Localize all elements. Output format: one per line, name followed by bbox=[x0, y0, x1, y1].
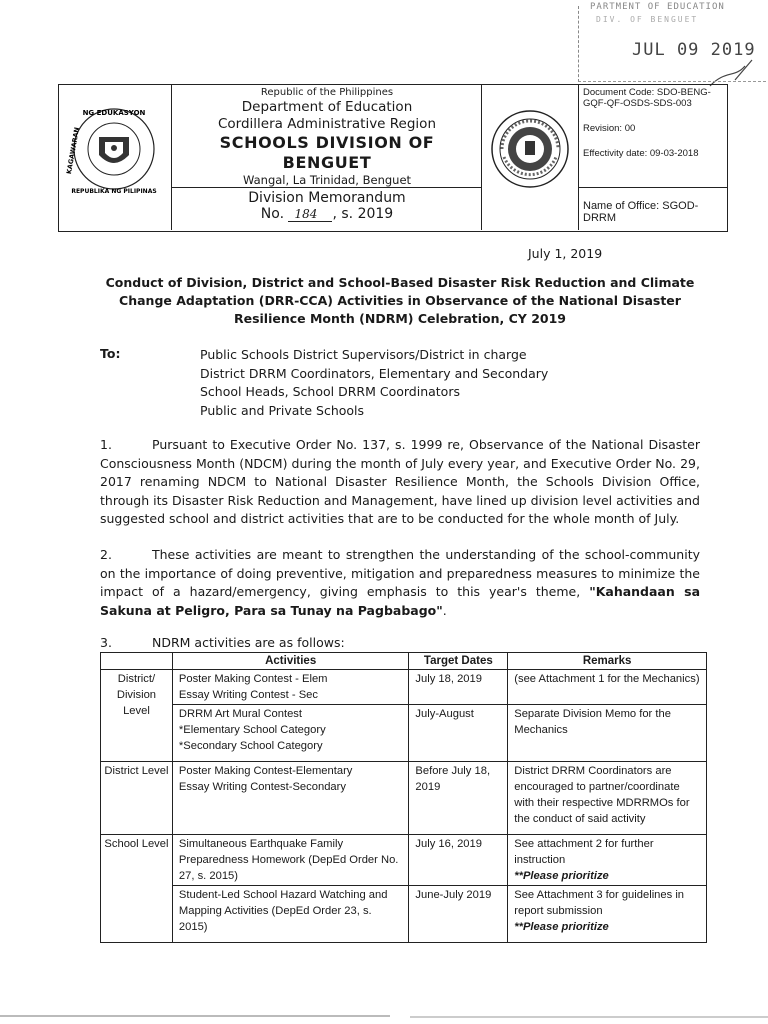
recipient: District DRRM Coordinators, Elementary and Secondary bbox=[200, 365, 549, 381]
activity-cell: Poster Making Contest-Elementary Essay Writing Contest-Secondary bbox=[172, 762, 409, 835]
memo-no-prefix: No. bbox=[260, 206, 285, 222]
table-row bbox=[101, 705, 707, 762]
page-bottom-rule bbox=[0, 1010, 768, 1024]
memo-date: July 1, 2019 bbox=[528, 246, 603, 261]
remarks-text: District DRRM Coordinators are encouraged to partner/coordinate with their respective MDRRMOs for the conduct of said activity bbox=[514, 765, 690, 825]
paragraph-number: 2. bbox=[100, 547, 112, 562]
paragraph-1 bbox=[100, 436, 700, 529]
target-date-cell: Before July 18, 2019 bbox=[409, 762, 508, 835]
recipient: School Heads, School DRRM Coordinators bbox=[200, 384, 460, 399]
memo-subject-line-2: Change Adaptation (DRR-CCA) Activities in Observance of the National Disaster bbox=[119, 293, 681, 308]
column-header-activities: Activities bbox=[172, 653, 409, 670]
activity-cell: Student-Led School Hazard Watching and Mapping Activities (DepEd Order 23, s. 2015) bbox=[172, 886, 409, 943]
table-row bbox=[101, 835, 707, 886]
activity-cell: Poster Making Contest - Elem Essay Writing Contest - Sec bbox=[172, 670, 409, 705]
paragraph-number: 1. bbox=[100, 437, 112, 452]
effectivity-date: Effectivity date: 09-03-2018 bbox=[583, 148, 699, 159]
activity-cell: Simultaneous Earthquake Family Preparedness Homework (DepEd Order No. 27, s. 2015) bbox=[172, 835, 409, 886]
column-header-remarks: Remarks bbox=[508, 653, 707, 670]
remarks-text: (see Attachment 1 for the Mechanics) bbox=[514, 673, 700, 685]
paragraph-end: . bbox=[442, 602, 447, 618]
recipient: Public and Private Schools bbox=[200, 402, 365, 418]
remarks-cell bbox=[508, 670, 707, 705]
svg-text:NG EDUKASYON: NG EDUKASYON bbox=[82, 109, 146, 117]
document-info-top bbox=[579, 85, 727, 188]
memo-number-cell bbox=[172, 188, 482, 230]
activities-table bbox=[100, 652, 707, 943]
paragraph-3 bbox=[100, 634, 700, 653]
region-line: Cordillera Administrative Region bbox=[217, 116, 436, 132]
recipient: Public Schools District Supervisors/District in charge bbox=[200, 347, 527, 362]
division-line-1: SCHOOLS DIVISION OF bbox=[219, 133, 435, 152]
remarks-text: See attachment 2 for further instruction bbox=[514, 838, 654, 866]
address-line: Wangal, La Trinidad, Benguet bbox=[242, 173, 412, 187]
memo-subject-line-3: Resilience Month (NDRM) Celebration, CY 2019 bbox=[233, 311, 567, 326]
priority-note: **Please prioritize bbox=[514, 870, 609, 882]
document-info bbox=[579, 85, 727, 230]
paragraph-2 bbox=[100, 546, 700, 620]
memo-title-block bbox=[100, 274, 700, 328]
remarks-text: See Attachment 3 for guidelines in report submission bbox=[514, 889, 685, 917]
table-body bbox=[101, 670, 707, 943]
table-row bbox=[101, 886, 707, 943]
memo-number bbox=[172, 206, 482, 222]
division-line-2: BENGUET bbox=[282, 153, 372, 172]
column-header-level bbox=[101, 653, 173, 670]
svg-text:REPUBLIKA NG PILIPINAS: REPUBLIKA NG PILIPINAS bbox=[71, 188, 157, 195]
document-code: Document Code: SDO-BENG-GQF-QF-OSDS-SDS-003 bbox=[583, 87, 711, 109]
level-cell: School Level bbox=[101, 835, 173, 943]
target-date-cell: July 16, 2019 bbox=[409, 835, 508, 886]
office-name: Name of Office: SGOD-DRRM bbox=[583, 200, 699, 224]
activity-cell: DRRM Art Mural Contest *Elementary School Category *Secondary School Category bbox=[172, 705, 409, 762]
recipient-list bbox=[200, 346, 548, 420]
received-stamp bbox=[560, 0, 768, 92]
division-seal-icon bbox=[482, 85, 579, 230]
target-date-cell: June-July 2019 bbox=[409, 886, 508, 943]
remarks-cell bbox=[508, 835, 707, 886]
republic-line: Republic of the Philippines bbox=[260, 87, 394, 98]
deped-seal bbox=[59, 85, 172, 230]
agency-block bbox=[172, 85, 482, 230]
remarks-text: Separate Division Memo for the Mechanics bbox=[514, 708, 671, 736]
column-header-target-dates: Target Dates bbox=[409, 653, 508, 670]
stamp-subtext: DIV. OF BENGUET bbox=[596, 15, 699, 24]
theme-text: "Kahandaan sa Sakuna at Peligro, Para sa Tunay na Pagbabago" bbox=[100, 584, 700, 618]
level-cell: District/ Division Level bbox=[101, 670, 173, 762]
stamp-agency: PARTMENT OF EDUCATION bbox=[590, 2, 725, 12]
remarks-cell bbox=[508, 705, 707, 762]
target-date-cell: July 18, 2019 bbox=[409, 670, 508, 705]
table-row bbox=[101, 670, 707, 705]
revision: Revision: 00 bbox=[583, 123, 636, 134]
svg-text:KAGAWARAN: KAGAWARAN bbox=[64, 126, 82, 175]
to-label: To: bbox=[100, 346, 121, 361]
memo-subject-line-1: Conduct of Division, District and School-Based Disaster Risk Reduction and Climate bbox=[105, 275, 695, 290]
target-date-cell: July-August bbox=[409, 705, 508, 762]
remarks-cell bbox=[508, 762, 707, 835]
division-seal bbox=[482, 85, 579, 230]
table-row bbox=[101, 762, 707, 835]
paragraph-text: NDRM activities are as follows: bbox=[152, 635, 345, 650]
table-header-row bbox=[101, 653, 707, 670]
deped-seal-icon bbox=[59, 85, 169, 230]
remarks-cell bbox=[508, 886, 707, 943]
priority-note: **Please prioritize bbox=[514, 921, 609, 933]
document-header bbox=[58, 84, 728, 232]
memo-title: Division Memorandum bbox=[248, 190, 406, 206]
stamp-date: JUL 09 2019 bbox=[632, 40, 756, 60]
agency-name-cell bbox=[172, 85, 482, 188]
paragraph-number: 3. bbox=[100, 635, 112, 650]
memo-no-value: 184 bbox=[288, 207, 332, 222]
level-cell: District Level bbox=[101, 762, 173, 835]
paragraph-text: Pursuant to Executive Order No. 137, s. 1999 re, Observance of the National Disaster Consciousness Month (NDCM) during the month of July every year, and Executive Order No. 29, 2017 renaming NDCM to National Disaster Resilience Month, the Schools Division Office, through its Disaster Risk Reduction and Management, have lined up division level activities and suggested school and district activities that are to be conducted for the whole month of July. bbox=[100, 437, 700, 526]
memo-no-suffix: , s. 2019 bbox=[332, 206, 394, 222]
department-line: Department of Education bbox=[241, 99, 413, 115]
paragraph-text: These activities are meant to strengthen the understanding of the school-community on the importance of doing preventive, mitigation and preparedness measures to minimize the impact of a hazard/emergency, giving emphasis to this year's theme, bbox=[100, 547, 700, 599]
